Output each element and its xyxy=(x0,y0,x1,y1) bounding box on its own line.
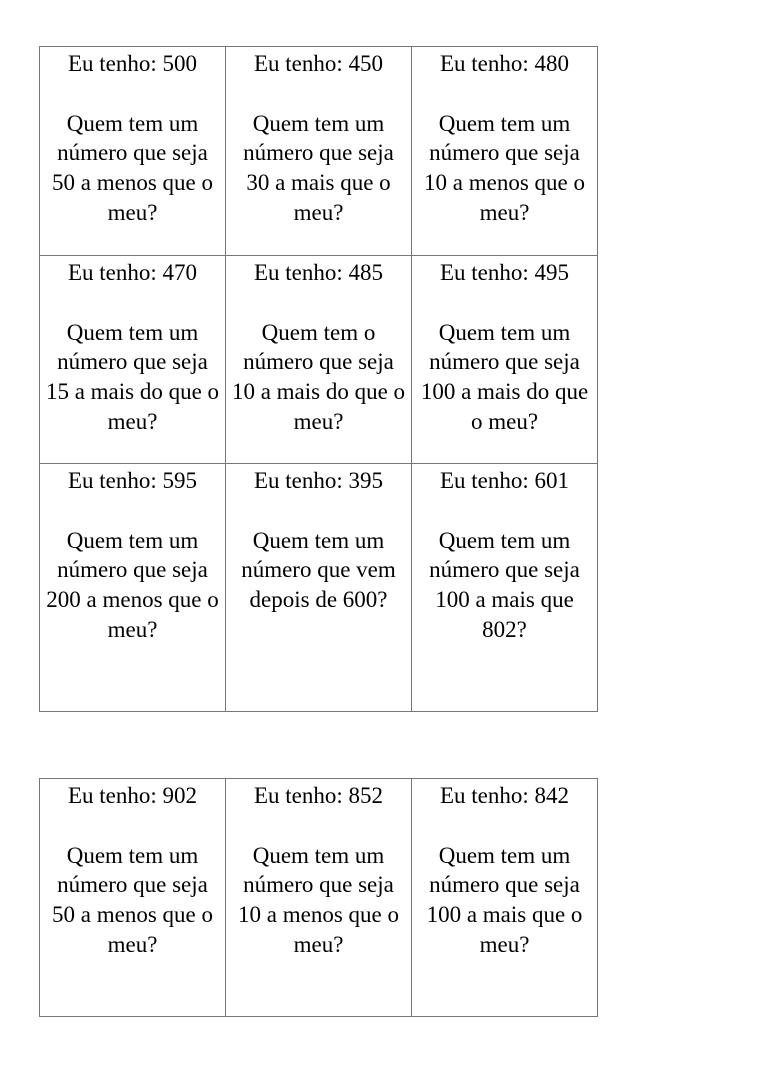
card-question: Quem tem um número que vem depois de 600? xyxy=(241,527,396,613)
card xyxy=(226,256,412,464)
card-table-2 xyxy=(39,778,598,1017)
card-question: Quem tem um número que seja 50 a menos que o meu? xyxy=(52,842,213,957)
card-row xyxy=(40,47,598,256)
card xyxy=(412,47,598,256)
card-question: Quem tem o número que seja 10 a mais do que o meu? xyxy=(231,319,406,434)
card xyxy=(40,464,226,712)
card-number: Eu tenho: 395 xyxy=(253,468,384,493)
card-table-1 xyxy=(39,46,598,712)
card-question: Quem tem um número que seja 10 a menos que o meu? xyxy=(424,110,585,225)
card xyxy=(412,779,598,1017)
card-question: Quem tem um número que seja 15 a mais do que o meu? xyxy=(45,319,220,434)
card-number: Eu tenho: 480 xyxy=(439,51,570,76)
card-number: Eu tenho: 842 xyxy=(439,783,570,808)
card xyxy=(412,464,598,712)
card-question: Quem tem um número que seja 100 a mais que 802? xyxy=(429,527,580,642)
card-number: Eu tenho: 485 xyxy=(253,260,384,285)
card-question: Quem tem um número que seja 30 a mais que o meu? xyxy=(243,110,394,225)
card xyxy=(226,779,412,1017)
card xyxy=(40,256,226,464)
card xyxy=(226,464,412,712)
card-question: Quem tem um número que seja 50 a menos que o meu? xyxy=(52,110,213,225)
card-number: Eu tenho: 470 xyxy=(67,260,198,285)
card xyxy=(40,47,226,256)
card-question: Quem tem um número que seja 100 a mais do que o meu? xyxy=(420,319,589,434)
card-number: Eu tenho: 450 xyxy=(253,51,384,76)
card-number: Eu tenho: 902 xyxy=(67,783,198,808)
card xyxy=(412,256,598,464)
card-question: Quem tem um número que seja 100 a mais que o meu? xyxy=(426,842,583,957)
card-question: Quem tem um número que seja 200 a menos que o meu? xyxy=(46,527,219,642)
card-number: Eu tenho: 595 xyxy=(67,468,198,493)
card xyxy=(226,47,412,256)
card-number: Eu tenho: 500 xyxy=(67,51,198,76)
card-row xyxy=(40,256,598,464)
card xyxy=(40,779,226,1017)
card-number: Eu tenho: 852 xyxy=(253,783,384,808)
card-question: Quem tem um número que seja 10 a menos que o meu? xyxy=(238,842,399,957)
card-number: Eu tenho: 601 xyxy=(439,468,570,493)
card-row xyxy=(40,779,598,1017)
card-row xyxy=(40,464,598,712)
card-number: Eu tenho: 495 xyxy=(439,260,570,285)
